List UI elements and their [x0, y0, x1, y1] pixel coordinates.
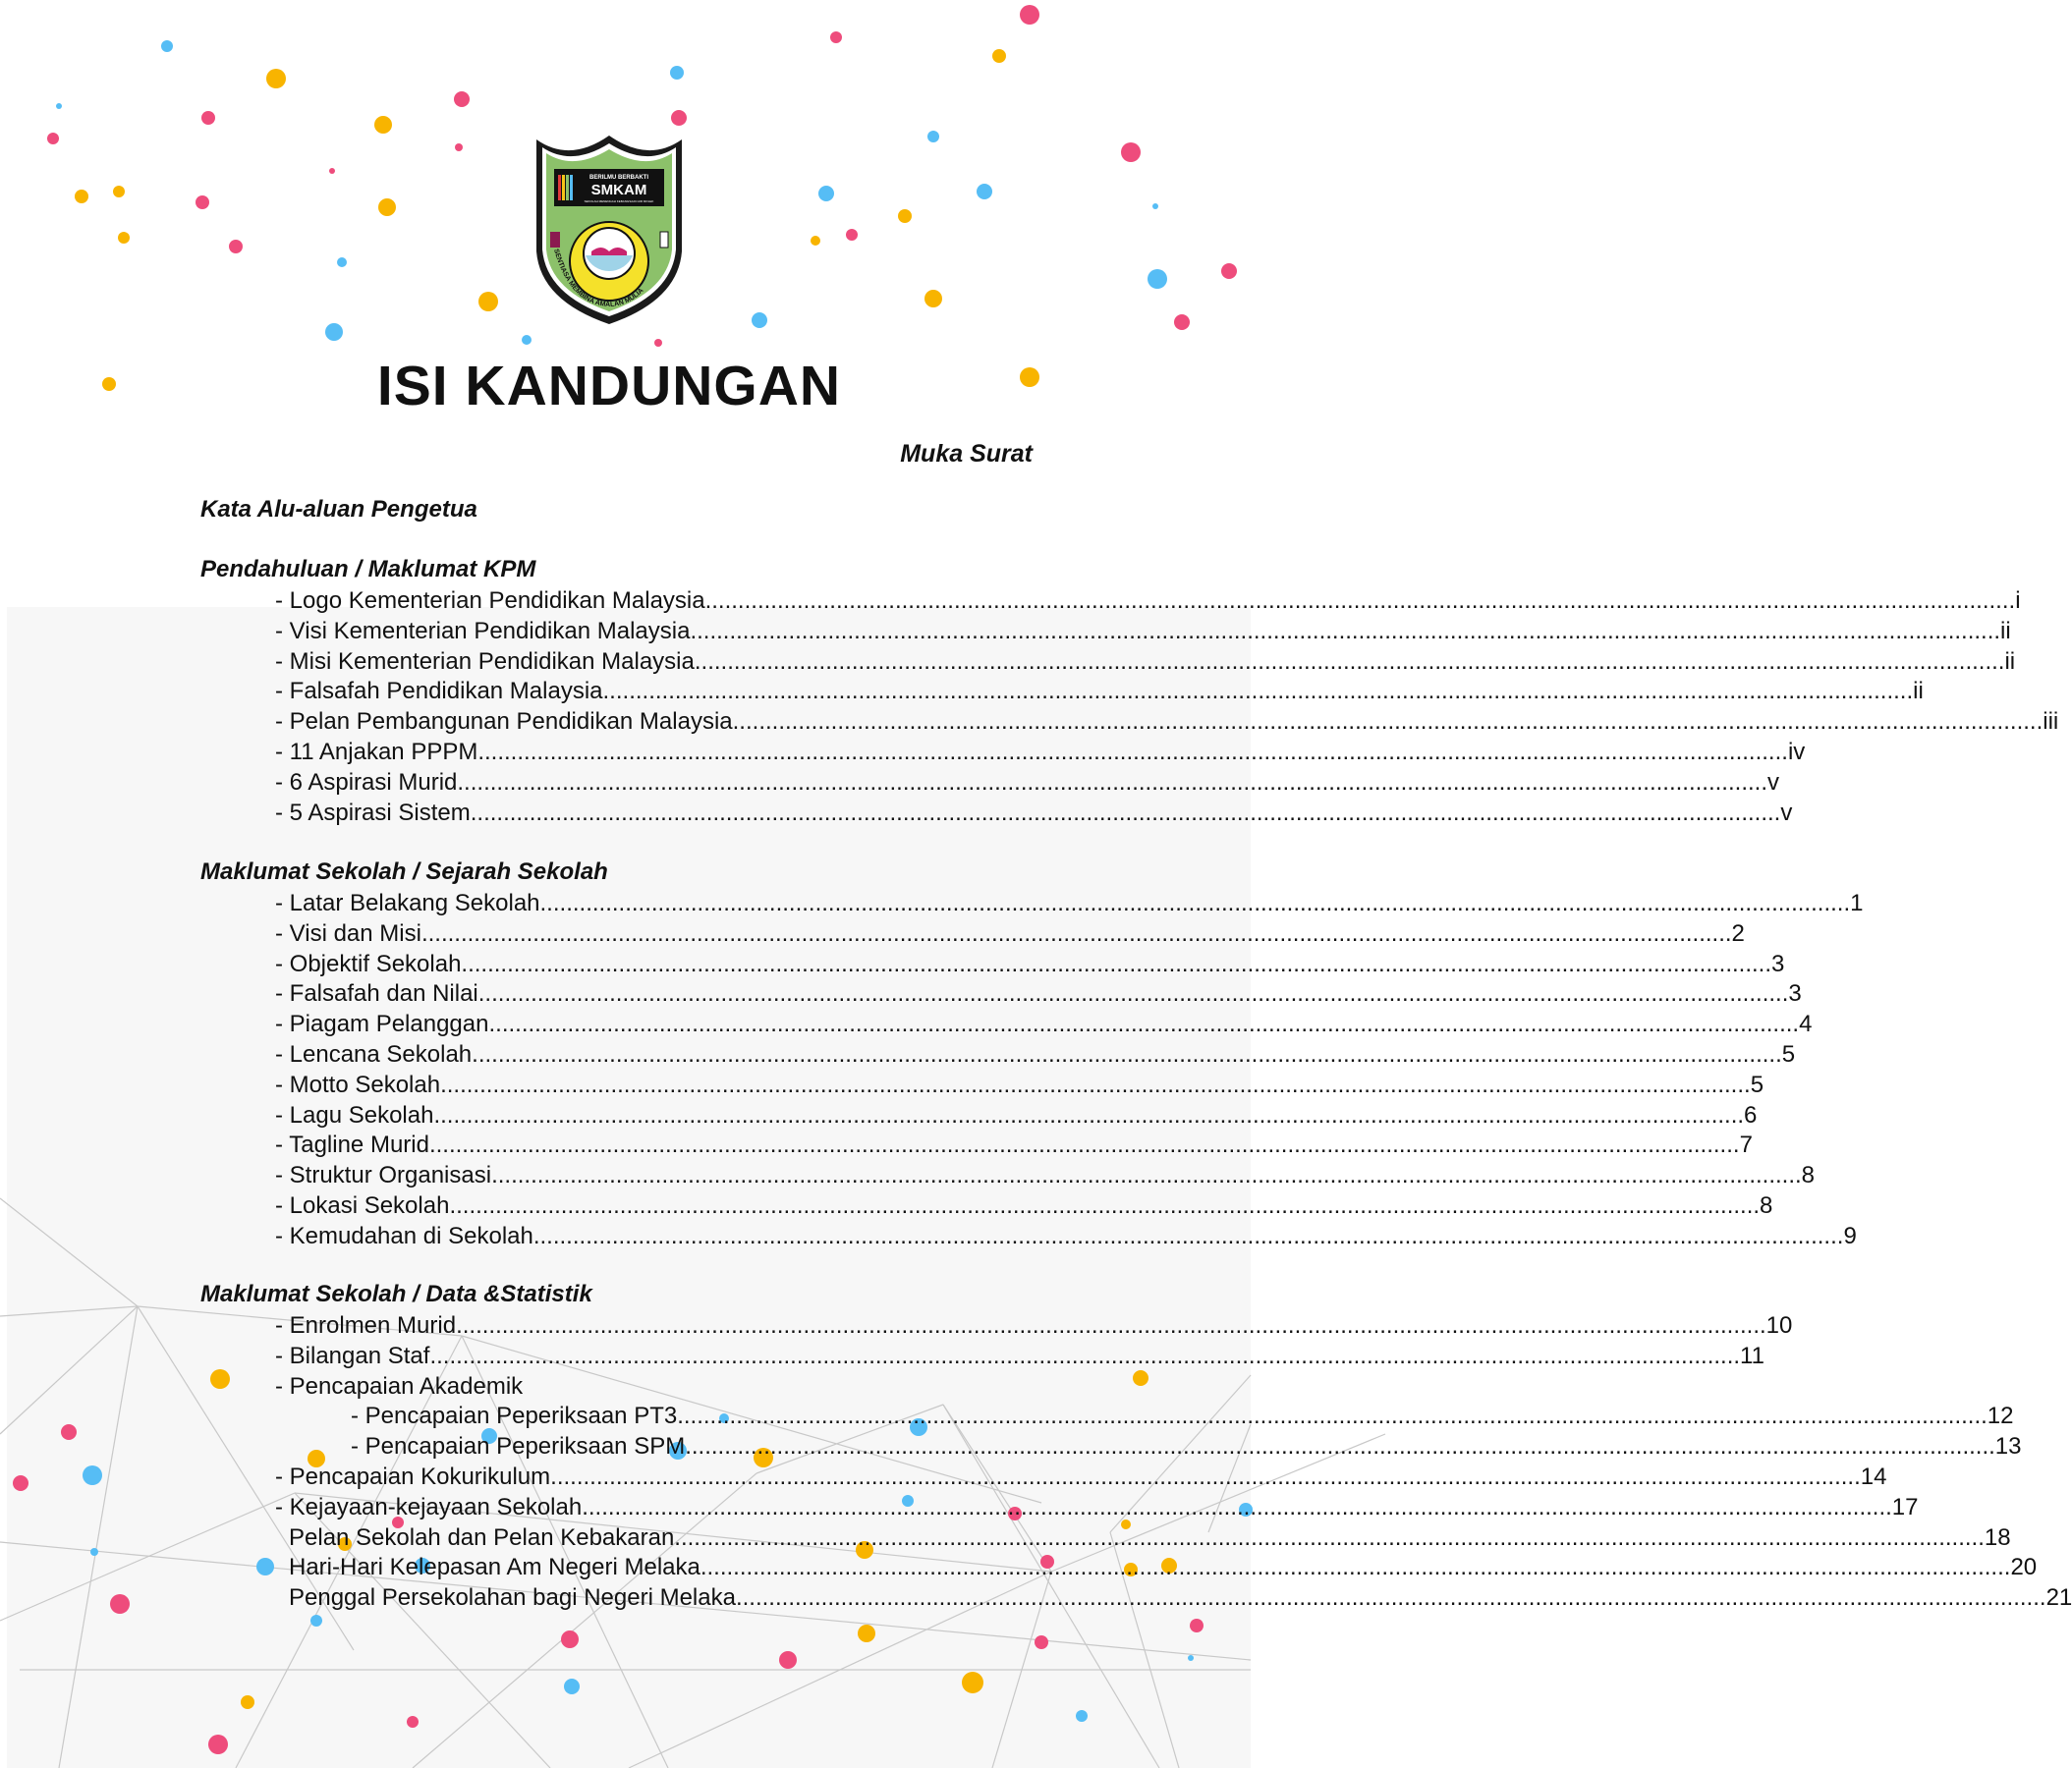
toc-entry-page: 10 — [1765, 1312, 1793, 1339]
confetti-dot — [1035, 1635, 1048, 1649]
toc-entry-label: - Lagu Sekolah — [275, 1101, 434, 1129]
confetti-dot — [1190, 1619, 1204, 1632]
confetti-dot — [830, 31, 842, 43]
confetti-dot — [208, 1735, 228, 1754]
toc-entry-page: 12 — [1987, 1403, 2014, 1430]
confetti-dot — [229, 240, 243, 253]
confetti-dot — [201, 111, 215, 125]
confetti-dot — [779, 1651, 797, 1669]
toc-entry[interactable] — [275, 1192, 1773, 1220]
toc-entry-label: - 5 Aspirasi Sistem — [275, 799, 471, 826]
toc-entry[interactable] — [275, 890, 1864, 917]
confetti-dot — [977, 184, 992, 199]
toc-entry-label: - Pencapaian Akademik — [275, 1372, 524, 1400]
toc-entry-label: - Piagam Pelanggan — [275, 1011, 489, 1038]
toc-entry[interactable] — [275, 1041, 1796, 1069]
confetti-dot — [522, 335, 532, 345]
confetti-dot — [210, 1369, 230, 1389]
dot-leader: ........................................................................................................................................................................................................ — [694, 647, 2005, 675]
dot-leader: ........................................................................................................................................................................................................ — [488, 1011, 1800, 1038]
toc-entry[interactable] — [275, 768, 1779, 797]
toc-entry-label: - Pencapaian Peperiksaan SPM — [351, 1433, 686, 1461]
toc-entry[interactable] — [289, 1584, 2072, 1612]
confetti-dot — [671, 110, 687, 126]
confetti-dot — [161, 40, 173, 52]
confetti-dot — [118, 232, 130, 244]
toc-entry-label: - Pelan Pembangunan Pendidikan Malaysia — [275, 708, 733, 736]
confetti-dot — [1121, 142, 1141, 162]
confetti-dot — [992, 49, 1006, 63]
confetti-dot — [670, 66, 684, 80]
toc-entry[interactable] — [275, 1312, 1793, 1340]
toc-entry[interactable] — [275, 739, 1806, 766]
toc-entry-label: - Visi dan Misi — [275, 919, 421, 947]
svg-text:BERILMU BERBAKTI: BERILMU BERBAKTI — [589, 175, 648, 181]
toc-entry-page: 20 — [2010, 1554, 2038, 1581]
toc-entry-page: 2 — [1731, 919, 1745, 947]
network-line — [0, 1198, 138, 1306]
toc-entry-page: ii — [2004, 647, 2016, 675]
confetti-dot — [1020, 5, 1039, 25]
toc-entry[interactable] — [275, 1101, 1758, 1130]
toc-entry-label: - Objektif Sekolah — [275, 950, 462, 977]
toc-entry-page: 11 — [1740, 1342, 1764, 1369]
toc-entry-page: i — [2015, 587, 2021, 614]
toc-entry-label: - 6 Aspirasi Murid — [275, 768, 458, 796]
toc-entry[interactable] — [275, 1493, 1919, 1521]
dot-leader: ........................................................................................................................................................................................................ — [440, 1071, 1751, 1098]
confetti-dot — [266, 69, 286, 88]
page-title: ISI KANDUNGAN — [376, 355, 842, 417]
toc-entry-label: - Pencapaian Kokurikulum — [275, 1464, 551, 1490]
confetti-dot — [113, 186, 125, 197]
dot-leader: ........................................................................................................................................................................................................ — [704, 587, 2016, 614]
svg-text:SEKOLAH MENENGAH KEBANGSAAN AI: SEKOLAH MENENGAH KEBANGSAAN AIR MOLEK — [584, 199, 654, 203]
network-line — [0, 1306, 138, 1434]
toc-entry-page: 8 — [1801, 1162, 1816, 1189]
section-heading: Kata Alu-aluan Pengetua — [200, 496, 477, 523]
svg-text:SENTIASA MEMBINA AMALAN MULIA: SENTIASA MEMBINA AMALAN MULIA — [552, 248, 645, 309]
toc-entry-label: - Motto Sekolah — [275, 1071, 441, 1098]
toc-entry[interactable] — [275, 708, 2059, 736]
network-line — [462, 1336, 668, 1768]
toc-entry[interactable] — [275, 1342, 1764, 1370]
toc-entry[interactable] — [275, 1162, 1816, 1189]
toc-entry-label: - Lokasi Sekolah — [275, 1192, 450, 1219]
dot-leader: ........................................................................................................................................................................................................ — [491, 1162, 1802, 1189]
toc-entry-page: 9 — [1843, 1222, 1857, 1249]
confetti-dot — [329, 168, 335, 174]
dot-leader: ........................................................................................................................................................................................................ — [457, 768, 1767, 796]
toc-entry-page: 8 — [1760, 1192, 1773, 1219]
confetti-dot — [310, 1615, 322, 1627]
confetti-dot — [1152, 203, 1158, 209]
toc-entry-page: 3 — [1771, 950, 1785, 977]
dot-leader: ........................................................................................................................................................................................................ — [477, 739, 1788, 765]
toc-entry[interactable] — [275, 1011, 1813, 1038]
svg-text:SMKAM: SMKAM — [590, 182, 647, 198]
toc-entry-page: 4 — [1799, 1011, 1813, 1038]
school-crest-logo — [531, 134, 688, 326]
dot-leader: ........................................................................................................................................................................................................ — [470, 799, 1781, 826]
page-column-label: Muka Surat — [900, 440, 1033, 468]
dot-leader: ........................................................................................................................................................................................................ — [420, 919, 1732, 947]
toc-entry-page: v — [1766, 768, 1779, 796]
confetti-dot — [110, 1594, 130, 1614]
confetti-dot — [858, 1625, 875, 1642]
dot-leader: ........................................................................................................................................................................................................ — [602, 678, 1914, 705]
toc-entry-page: 18 — [1984, 1523, 2011, 1551]
confetti-dot — [1221, 263, 1237, 279]
network-line — [0, 1306, 138, 1316]
dot-leader: ........................................................................................................................................................................................................ — [674, 1523, 1985, 1551]
toc-entry-label: - Falsafah Pendidikan Malaysia — [275, 678, 603, 705]
toc-entry[interactable] — [275, 1132, 1753, 1159]
dot-leader: ........................................................................................................................................................................................................ — [700, 1554, 2011, 1581]
toc-entry[interactable] — [275, 587, 2021, 615]
toc-entry[interactable] — [351, 1433, 2022, 1461]
confetti-dot — [256, 1558, 274, 1575]
toc-entry-label: - Kejayaan-kejayaan Sekolah — [275, 1493, 583, 1520]
confetti-dot — [75, 190, 88, 203]
confetti-dot — [564, 1679, 580, 1694]
toc-entry-page: iii — [2043, 708, 2059, 736]
dot-leader: ........................................................................................................................................................................................................ — [449, 1192, 1761, 1219]
dot-leader: ........................................................................................................................................................................................................ — [685, 1433, 1995, 1461]
confetti-dot — [337, 257, 347, 267]
confetti-dot — [378, 198, 396, 216]
confetti-dot — [1174, 314, 1190, 330]
toc-entry[interactable] — [275, 678, 1924, 705]
dot-leader: ........................................................................................................................................................................................................ — [456, 1312, 1766, 1339]
toc-entry-label: Penggal Persekolahan bagi Negeri Melaka — [289, 1584, 736, 1612]
toc-entry-page: 7 — [1739, 1132, 1753, 1159]
confetti-dot — [962, 1672, 983, 1693]
network-line — [59, 1306, 138, 1768]
toc-entry-page: 14 — [1860, 1464, 1887, 1490]
confetti-dot — [1133, 1370, 1148, 1386]
confetti-dot — [1148, 269, 1167, 289]
toc-entry-label: - Kemudahan di Sekolah — [275, 1222, 533, 1249]
toc-entry-label: - Struktur Organisasi — [275, 1162, 492, 1189]
confetti-dot — [454, 91, 470, 107]
confetti-dot — [478, 292, 498, 311]
confetti-dot — [561, 1630, 579, 1648]
dot-leader: ........................................................................................................................................................................................................ — [477, 980, 1789, 1008]
toc-entry-label: - 11 Anjakan PPPM — [275, 739, 478, 765]
confetti-dot — [818, 186, 834, 201]
confetti-dot — [752, 312, 767, 328]
confetti-dot — [196, 195, 209, 209]
dot-leader: ........................................................................................................................................................................................................ — [532, 1222, 1844, 1249]
confetti-dot — [654, 339, 662, 347]
confetti-dot — [924, 290, 942, 307]
toc-entry-page: 6 — [1744, 1101, 1758, 1129]
toc-entry-page: ii — [1913, 678, 1924, 705]
toc-entry[interactable] — [351, 1403, 2014, 1430]
toc-entry-label: - Misi Kementerian Pendidikan Malaysia — [275, 647, 695, 675]
toc-entry[interactable] — [275, 980, 1802, 1008]
confetti-dot — [1076, 1710, 1088, 1722]
toc-entry-label: - Pencapaian Peperiksaan PT3 — [351, 1403, 678, 1430]
toc-entry-label: Hari-Hari Kelepasan Am Negeri Melaka — [289, 1554, 700, 1581]
toc-entry[interactable] — [275, 950, 1785, 978]
dot-leader: ........................................................................................................................................................................................................ — [461, 950, 1772, 977]
confetti-dot — [13, 1475, 28, 1491]
dot-leader: ........................................................................................................................................................................................................ — [433, 1101, 1745, 1129]
confetti-dot — [374, 116, 392, 134]
toc-entry[interactable] — [275, 647, 2016, 676]
toc-entry[interactable] — [289, 1554, 2038, 1581]
toc-entry-label: - Logo Kementerian Pendidikan Malaysia — [275, 587, 705, 614]
confetti-dot — [927, 131, 939, 142]
toc-entry-page: 13 — [1994, 1433, 2022, 1461]
section-heading: Maklumat Sekolah / Sejarah Sekolah — [200, 858, 608, 885]
confetti-dot — [47, 133, 59, 144]
confetti-dot — [56, 103, 62, 109]
toc-entry[interactable] — [275, 1222, 1857, 1250]
toc-entry-label: - Enrolmen Murid — [275, 1312, 457, 1339]
confetti-dot — [325, 323, 343, 341]
toc-entry-page: ii — [2000, 617, 2011, 644]
toc-entry-page: v — [1780, 799, 1793, 826]
toc-entry[interactable] — [275, 1071, 1764, 1099]
section-heading: Maklumat Sekolah / Data &Statistik — [200, 1281, 592, 1307]
confetti-dot — [455, 143, 463, 151]
confetti-dot — [1188, 1655, 1194, 1661]
toc-entry[interactable] — [275, 799, 1793, 827]
dot-leader: ........................................................................................................................................................................................................ — [677, 1403, 1988, 1430]
confetti-dot — [811, 236, 820, 246]
dot-leader: ........................................................................................................................................................................................................ — [582, 1493, 1892, 1520]
section-heading: Pendahuluan / Maklumat KPM — [200, 556, 536, 582]
toc-entry-page: iv — [1787, 739, 1806, 765]
toc-entry-label: - Lencana Sekolah — [275, 1041, 473, 1068]
toc-entry-page: 1 — [1850, 890, 1864, 916]
toc-entry-page: 5 — [1781, 1041, 1796, 1068]
dot-leader: ........................................................................................................................................................................................................ — [732, 708, 2044, 736]
dot-leader: ........................................................................................................................................................................................................ — [472, 1041, 1782, 1068]
toc-entry-page: 5 — [1750, 1071, 1764, 1098]
toc-entry-page: 21 — [2045, 1584, 2072, 1612]
confetti-dot — [407, 1716, 419, 1728]
toc-entry[interactable] — [275, 1464, 1887, 1491]
toc-entry[interactable] — [289, 1523, 2011, 1552]
toc-entry[interactable] — [275, 919, 1745, 948]
toc-entry-label: - Falsafah dan Nilai — [275, 980, 478, 1008]
dot-leader: ........................................................................................................................................................................................................ — [735, 1584, 2046, 1612]
toc-entry-page: 3 — [1788, 980, 1802, 1008]
dot-leader: ........................................................................................................................................................................................................ — [428, 1132, 1740, 1159]
confetti-dot — [898, 209, 912, 223]
toc-entry-label: - Tagline Murid — [275, 1132, 429, 1159]
dot-leader: ........................................................................................................................................................................................................ — [429, 1342, 1741, 1369]
dot-leader: ........................................................................................................................................................................................................ — [690, 617, 2001, 644]
network-line — [0, 1493, 295, 1621]
toc-entry-label: - Latar Belakang Sekolah — [275, 890, 540, 916]
confetti-dot — [846, 229, 858, 241]
toc-entry-label: - Bilangan Staf — [275, 1342, 430, 1369]
toc-entry-label: - Visi Kementerian Pendidikan Malaysia — [275, 617, 691, 644]
toc-entry-label: Pelan Sekolah dan Pelan Kebakaran — [289, 1523, 675, 1551]
toc-entry[interactable] — [275, 617, 2011, 645]
confetti-dot — [83, 1465, 102, 1485]
confetti-dot — [241, 1695, 254, 1709]
dot-leader: ........................................................................................................................................................................................................ — [550, 1464, 1861, 1490]
confetti-dot — [61, 1424, 77, 1440]
toc-entry[interactable] — [275, 1373, 964, 1401]
toc-entry-page: 17 — [1891, 1493, 1919, 1520]
confetti-dot — [90, 1548, 98, 1556]
dot-leader: ........................................................................................................................................................................................................ — [539, 890, 1851, 916]
